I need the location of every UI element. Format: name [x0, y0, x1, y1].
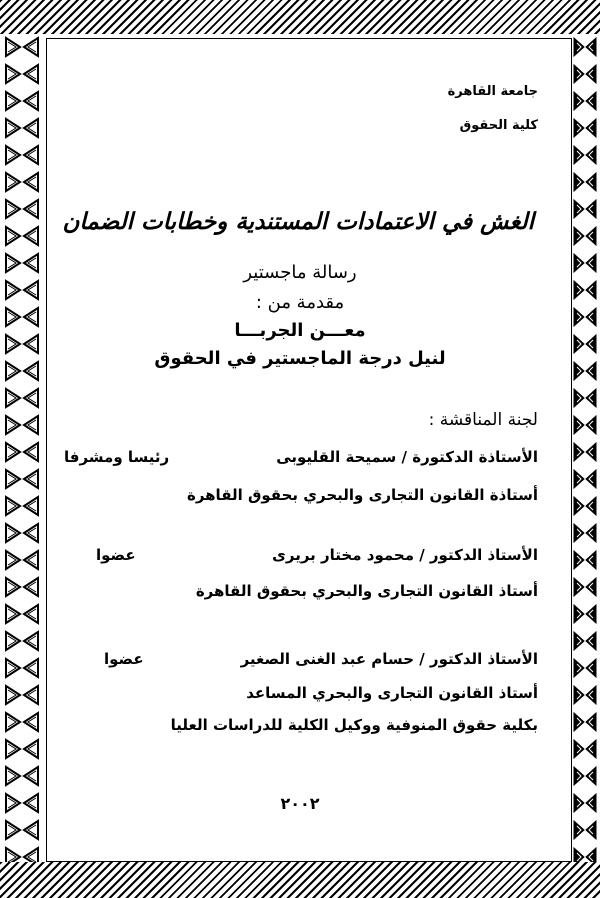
committee-member-role: عضوا [104, 650, 144, 668]
committee-member-name: الأستاذ الدكتور / حسام عبد الغنى الصغير [240, 650, 538, 668]
author-name: معـــن الجربـــا [234, 320, 366, 341]
committee-member-affiliation: بكلية حقوق المنوفية ووكيل الكلية للدراسات العليا [170, 716, 538, 734]
committee-member-role: عضوا [96, 546, 136, 564]
thesis-type: رسالة ماجستير [243, 262, 357, 283]
committee-member-affiliation: أستاذ القانون التجارى والبحري بحقوق القاهرة [195, 582, 538, 600]
committee-member-name: الأستاذ الدكتور / محمود مختار بريرى [272, 546, 538, 564]
committee-heading: لجنة المناقشة : [428, 410, 538, 430]
year: ٢٠٠٢ [280, 794, 320, 813]
submitted-by-label: مقدمة من : [255, 292, 345, 313]
thesis-title: الغش في الاعتمادات المستندية وخطابات الضمان [62, 208, 534, 235]
degree-purpose: لنيل درجة الماجستير في الحقوق [154, 348, 446, 369]
committee-member-role: رئيسا ومشرفا [64, 448, 170, 466]
committee-member-affiliation: أستاذ القانون التجارى والبحري المساعد [246, 684, 538, 702]
faculty-name: كلية الحقوق [459, 118, 538, 133]
committee-member-name: الأستاذة الدكتورة / سميحة القليوبى [276, 448, 538, 466]
committee-member-affiliation: أستاذة القانون التجارى والبحري بحقوق القاهرة [186, 486, 538, 504]
university-name: جامعة القاهرة [447, 84, 538, 99]
